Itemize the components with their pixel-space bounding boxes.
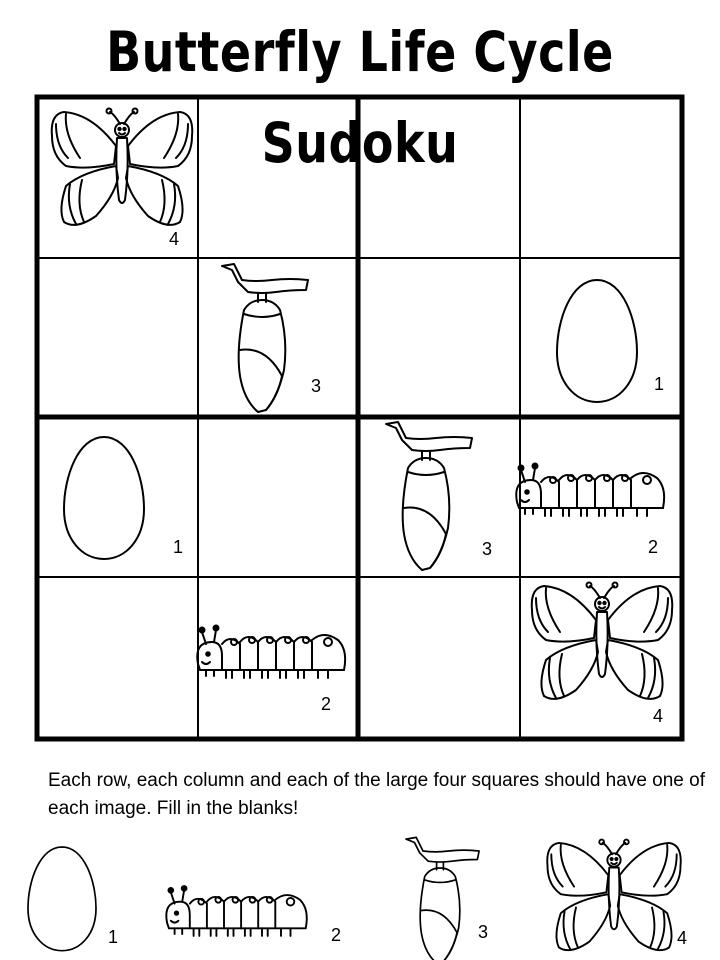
page-title: Butterfly Life Cycle <box>106 19 614 85</box>
cell-number: 1 <box>173 537 184 557</box>
key-label-egg: 1 <box>108 927 119 947</box>
key-label-caterpillar: 2 <box>331 925 342 945</box>
key-caterpillar-icon <box>166 886 306 936</box>
key-butterfly-icon <box>547 840 680 951</box>
grid-cell-empty[interactable] <box>199 100 357 257</box>
cell-number: 2 <box>321 694 332 714</box>
key-label-chrysalis: 3 <box>478 922 489 942</box>
grid-cell-empty[interactable] <box>521 100 679 257</box>
grid-cell-empty[interactable] <box>361 578 519 736</box>
grid-cell-empty[interactable] <box>40 259 197 415</box>
grid-cell-empty[interactable] <box>361 100 519 257</box>
instructions-text: Each row, each column and each of the large four squares should have one of each image. Fill in the blanks! <box>48 770 705 819</box>
cell-number: 3 <box>311 376 322 396</box>
key-label-butterfly: 4 <box>677 928 688 948</box>
key-egg-icon <box>28 847 96 951</box>
grid-cell-empty[interactable] <box>361 259 519 415</box>
key-chrysalis-icon <box>406 837 479 960</box>
cell-number: 1 <box>654 374 665 394</box>
cell-number: 4 <box>653 706 664 726</box>
grid-cell-empty[interactable] <box>199 420 357 576</box>
grid-cell-empty[interactable] <box>40 578 197 736</box>
cell-number: 4 <box>169 229 180 249</box>
cell-number: 2 <box>648 537 659 557</box>
cell-number: 3 <box>482 539 493 559</box>
